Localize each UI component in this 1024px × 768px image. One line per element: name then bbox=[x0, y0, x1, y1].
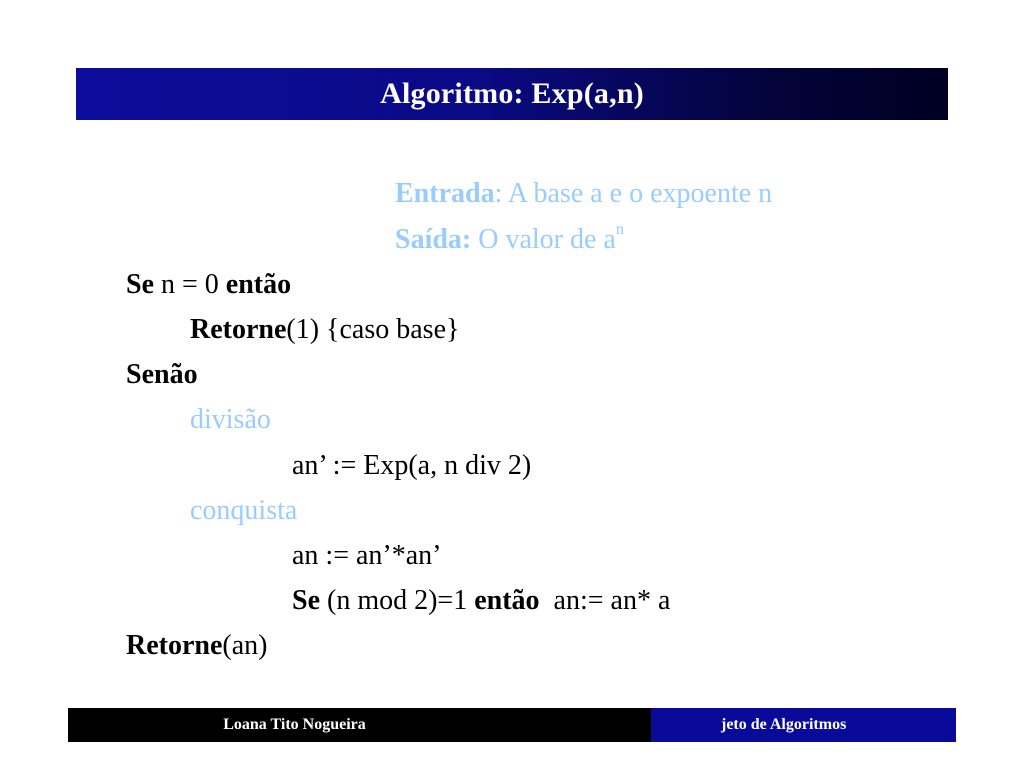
code-line-9 bbox=[126, 630, 267, 662]
slide-title: Algoritmo: Exp(a,n) bbox=[380, 77, 644, 110]
return-an-text: (an) bbox=[222, 630, 268, 661]
keyword-senao: Senão bbox=[126, 359, 198, 390]
slide-footer bbox=[68, 708, 956, 742]
input-text: : A base a e o expoente n bbox=[494, 178, 773, 209]
footer-overlap-block bbox=[521, 708, 651, 742]
input-label: Entrada bbox=[395, 178, 495, 209]
input-line bbox=[395, 178, 772, 210]
output-line bbox=[395, 220, 624, 256]
odd-update-text: an:= an* a bbox=[539, 585, 671, 616]
code-line-5: an’ := Exp(a, n div 2) bbox=[292, 450, 532, 481]
keyword-entao-2: então bbox=[474, 585, 540, 616]
output-text: O valor de a bbox=[471, 224, 616, 255]
mod-condition-text: (n mod 2)=1 bbox=[320, 585, 475, 616]
code-line-1 bbox=[126, 269, 291, 301]
comment-conquista: conquista bbox=[190, 495, 298, 526]
code-line-2 bbox=[190, 314, 459, 346]
output-label: Saída: bbox=[395, 224, 472, 255]
keyword-entao: então bbox=[225, 269, 292, 300]
return-base-text: (1) {caso base} bbox=[286, 314, 460, 345]
footer-author-block bbox=[68, 708, 521, 742]
code-line-3 bbox=[126, 359, 198, 391]
footer-author: Loana Tito Nogueira bbox=[223, 716, 366, 733]
keyword-retorne: Retorne bbox=[190, 314, 287, 345]
comment-divisao: divisão bbox=[190, 404, 271, 435]
keyword-retorne-2: Retorne bbox=[126, 630, 223, 661]
footer-course-block bbox=[651, 708, 956, 742]
footer-course: jeto de Algoritmos bbox=[721, 716, 847, 733]
keyword-se: Se bbox=[126, 269, 154, 300]
keyword-se-2: Se bbox=[292, 585, 320, 616]
code-line-8 bbox=[292, 585, 670, 617]
output-exponent: n bbox=[615, 220, 624, 238]
code-line-7: an := an’*an’ bbox=[292, 540, 442, 571]
condition-text: n = 0 bbox=[154, 269, 226, 300]
